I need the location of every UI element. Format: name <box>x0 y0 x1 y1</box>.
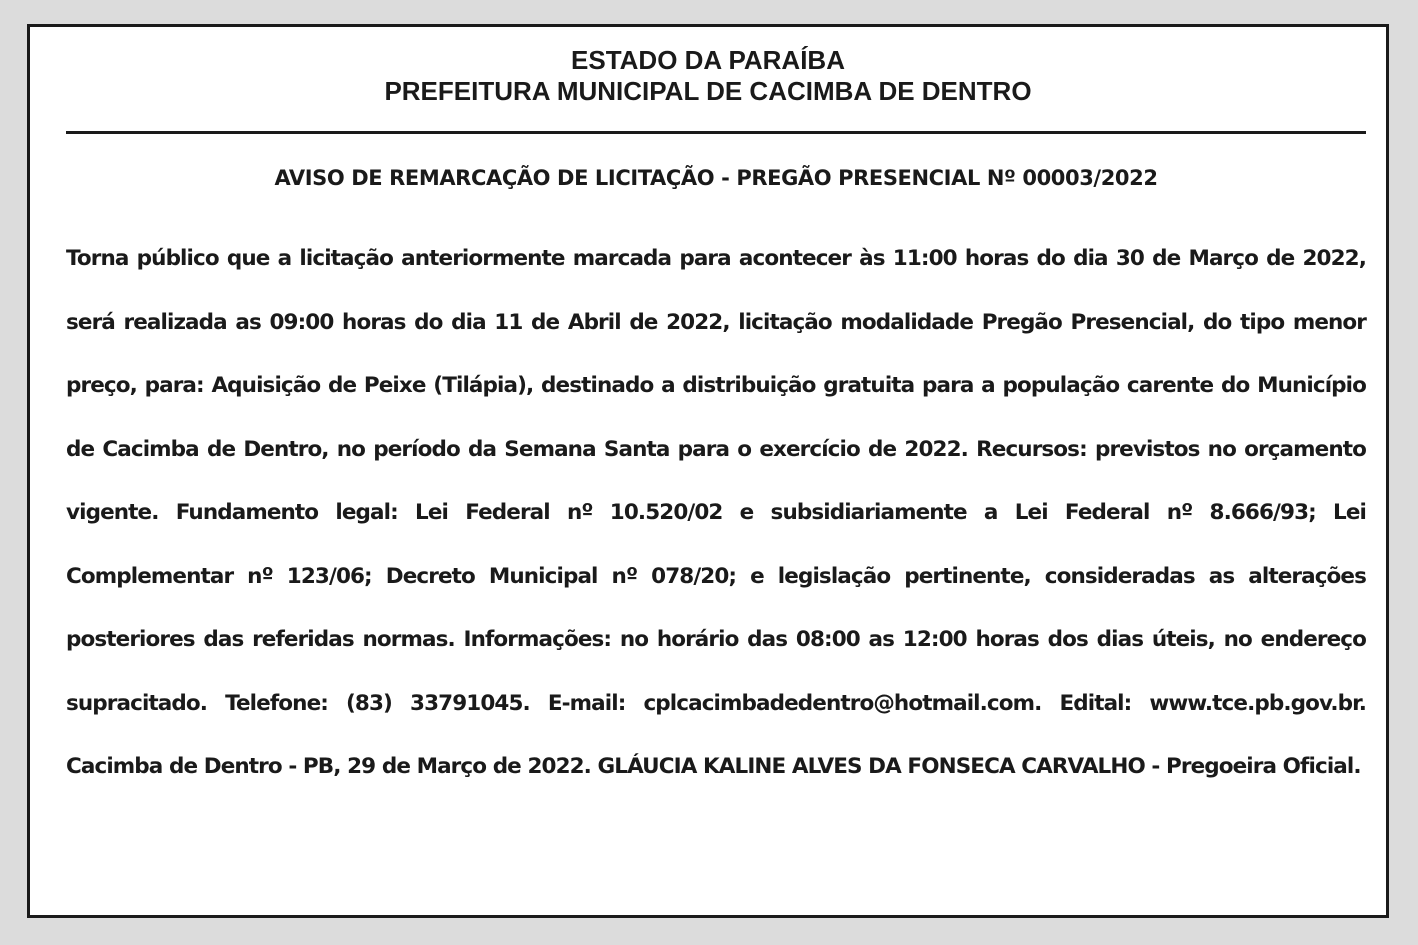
municipality-name: PREFEITURA MUNICIPAL DE CACIMBA DE DENTRO <box>384 76 1032 106</box>
notice-title: AVISO DE REMARCAÇÃO DE LICITAÇÃO - PREGÃO PRESENCIAL Nº 00003/2022 <box>274 166 1158 190</box>
notice-header <box>30 45 1386 107</box>
notice-body: Torna público que a licitação anteriormente marcada para acontecer às 11:00 horas do dia 30 de Março de 2022, será realizada as 09:00 horas do dia 11 de Abril de 2022, licitação modalidade Pregão Presencial, do tipo menor preço, para: Aquisição de Peixe (Tilápia), destinado a distribuição gratuita para a população carente do Município de Cacimba de Dentro, no período da Semana Santa para o exercício de 2022. Recursos: previstos no orçamento vigente. Fundamento legal: Lei Federal nº 10.520/02 e subsidiariamente a Lei Federal nº 8.666/93; Lei Complementar nº 123/06; Decreto Municipal nº 078/20; e legislação pertinente, consideradas as alterações posteriores das referidas normas. Informações: no horário das 08:00 as 12:00 horas dos dias úteis, no endereço supracitado. Telefone: (83) 33791045. E-mail: cplcacimbadedentro@hotmail.com. Edital: www.tce.pb.gov.br. Cacimba de Dentro - PB, 29 de Março de 2022. GLÁUCIA KALINE ALVES DA FONSECA CARVALHO - Pregoeira Oficial. <box>66 246 1366 779</box>
notice-frame <box>27 24 1389 918</box>
state-name: ESTADO DA PARAÍBA <box>571 45 845 75</box>
header-divider <box>66 131 1366 134</box>
